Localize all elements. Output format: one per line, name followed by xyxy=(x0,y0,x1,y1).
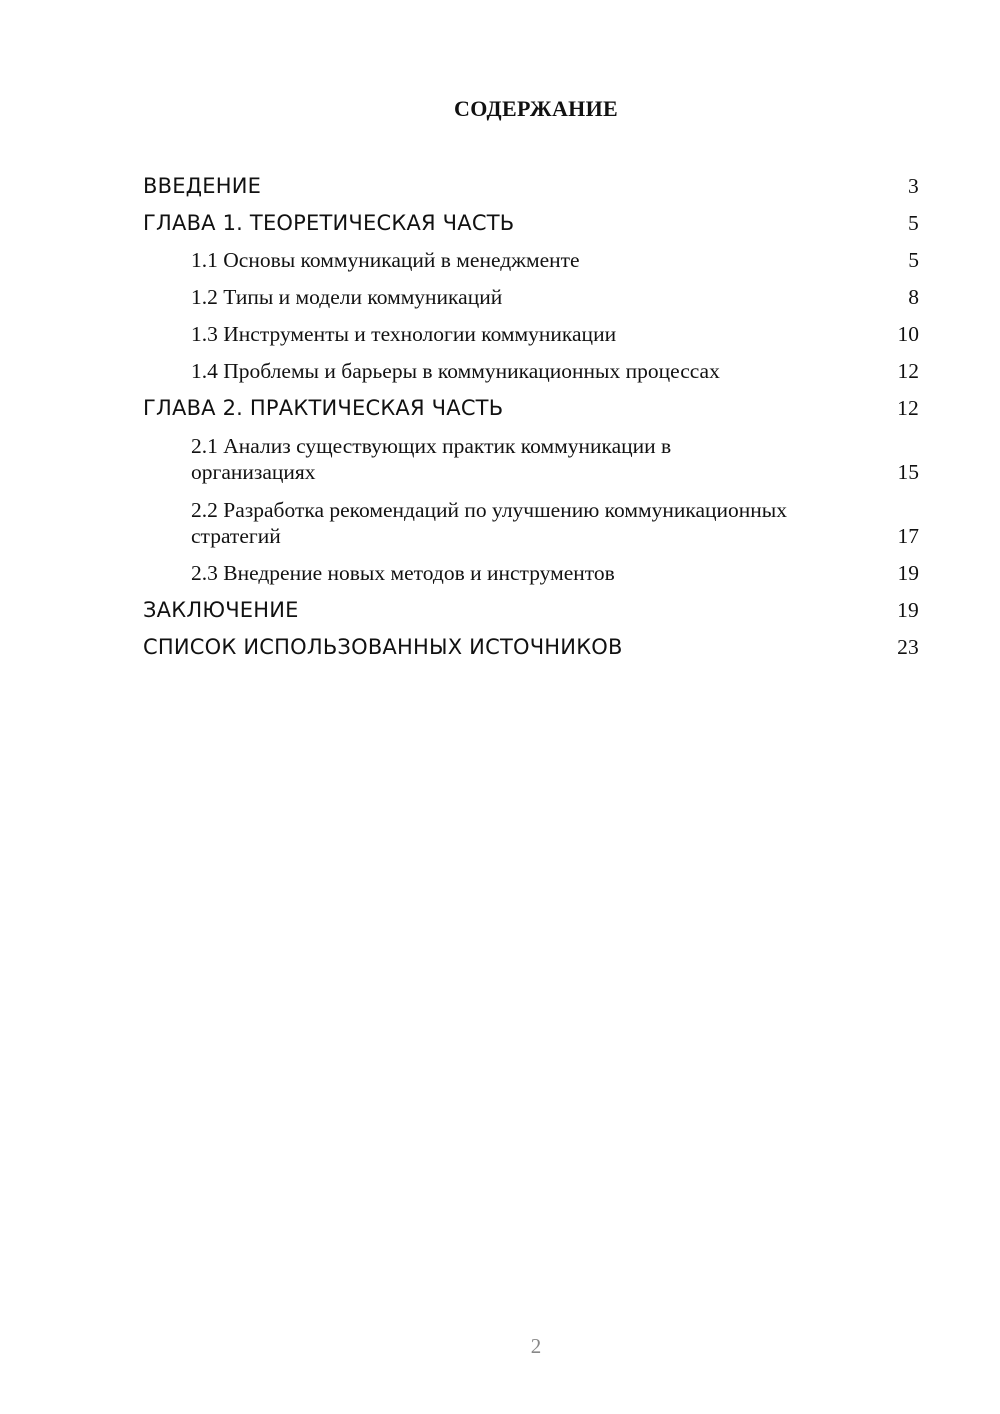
toc-entry-section-2-2 xyxy=(143,491,919,555)
toc-entry-label: ГЛАВА 2. ПРАКТИЧЕСКАЯ ЧАСТЬ xyxy=(143,396,504,420)
toc-entry-label: 2.1 Анализ существующих практик коммуникации в организациях xyxy=(191,434,672,484)
toc-entry-label: 1.4 Проблемы и барьеры в коммуникационных процессах xyxy=(191,359,720,383)
toc-entry-label: ГЛАВА 1. ТЕОРЕТИЧЕСКАЯ ЧАСТЬ xyxy=(143,211,515,235)
toc-entry-label: ЗАКЛЮЧЕНИЕ xyxy=(143,598,299,622)
toc-entry-page: 10 xyxy=(897,322,919,346)
toc-entry-section-1-1 xyxy=(143,242,919,279)
toc-entry-page: 12 xyxy=(897,359,919,383)
page-title: СОДЕРЖАНИЕ xyxy=(454,96,618,121)
toc-entry-page: 15 xyxy=(897,460,919,484)
toc-entry-label: ВВЕДЕНИЕ xyxy=(143,174,262,198)
page-number: 2 xyxy=(530,1334,542,1358)
toc-entry-label: 1.3 Инструменты и технологии коммуникации xyxy=(191,322,617,346)
toc-entry-page: 5 xyxy=(908,211,919,235)
toc-entry-conclusion xyxy=(143,592,919,629)
toc-entry-label: 1.2 Типы и модели коммуникаций xyxy=(191,285,503,309)
toc-entry-introduction xyxy=(143,168,919,205)
toc-entry-section-1-4 xyxy=(143,353,919,390)
toc-entry-section-2-1 xyxy=(143,427,919,491)
toc-entry-page: 8 xyxy=(908,285,919,309)
toc-entry-page: 17 xyxy=(897,524,919,548)
toc-entry-chapter-1 xyxy=(143,205,919,242)
toc-entry-label: 2.2 Разработка рекомендаций по улучшению коммуникационных стратегий xyxy=(191,498,787,548)
toc-entry-page: 19 xyxy=(897,561,919,585)
toc-entry-page: 5 xyxy=(908,248,919,272)
toc-entry-label: СПИСОК ИСПОЛЬЗОВАННЫХ ИСТОЧНИКОВ xyxy=(143,635,623,659)
toc-entry-page: 23 xyxy=(897,635,919,659)
toc-entry-section-2-3 xyxy=(143,555,919,592)
toc-entry-page: 19 xyxy=(897,598,919,622)
toc-entry-section-1-2 xyxy=(143,279,919,316)
toc-entry-label: 2.3 Внедрение новых методов и инструментов xyxy=(191,561,615,585)
toc-entry-page: 3 xyxy=(908,174,919,198)
toc-entry-references xyxy=(143,629,919,666)
toc-entry-section-1-3 xyxy=(143,316,919,353)
toc-entry-page: 12 xyxy=(897,396,919,420)
toc-entry-label: 1.1 Основы коммуникаций в менеджменте xyxy=(191,248,580,272)
toc-entry-chapter-2 xyxy=(143,390,919,427)
table-of-contents xyxy=(143,168,919,666)
